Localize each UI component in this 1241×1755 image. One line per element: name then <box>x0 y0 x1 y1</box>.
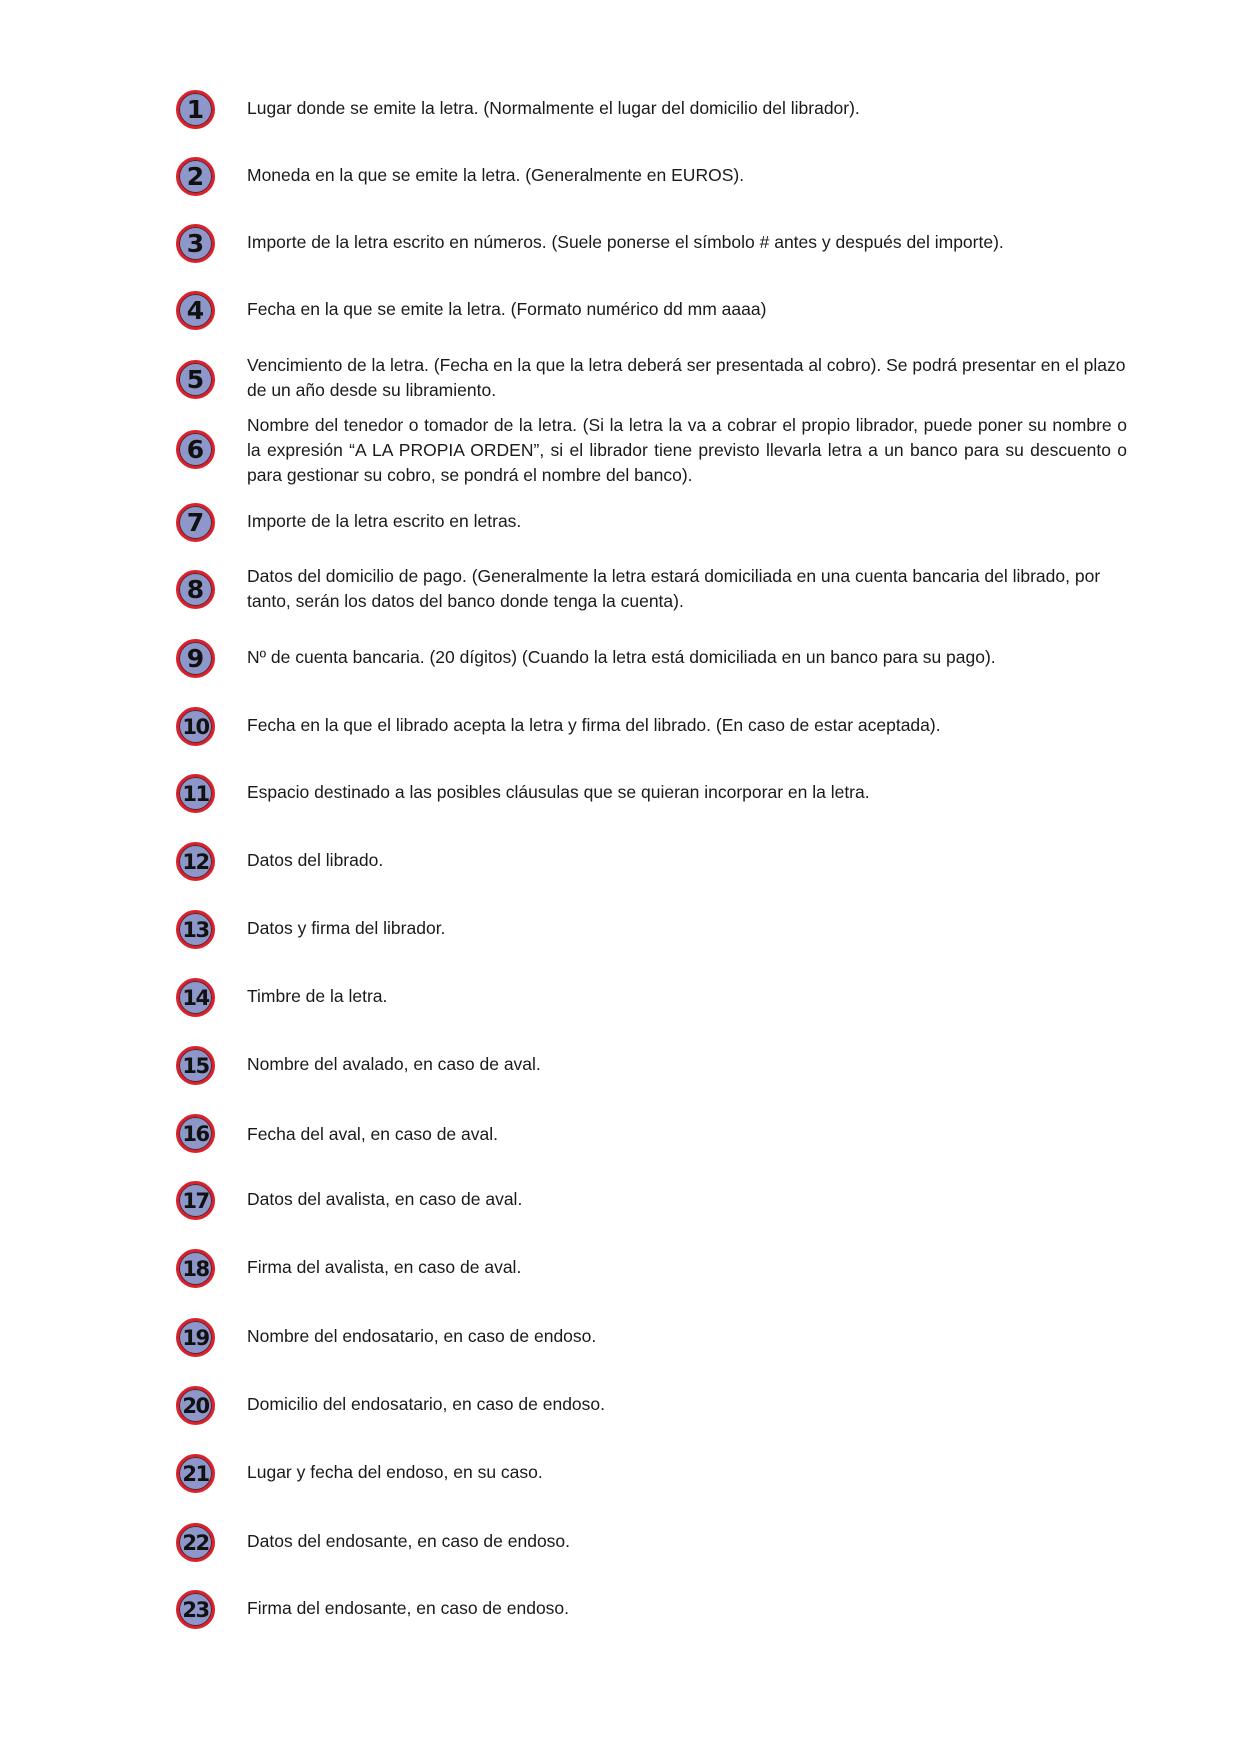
item-text: Espacio destinado a las posibles cláusulas que se quieran incorporar en la letra. <box>247 782 870 802</box>
item-text: Datos del domicilio de pago. (Generalmente la letra estará domiciliada en una cuenta bancaria del librado, por tanto, serán los datos del banco donde tenga la cuenta). <box>247 566 1101 611</box>
number-badge: 11 <box>176 774 215 813</box>
item-text: Moneda en la que se emite la letra. (Generalmente en EUROS). <box>247 165 745 185</box>
number-badge: 22 <box>176 1523 215 1562</box>
item-text: Datos del librado. <box>247 850 384 870</box>
number-badge: 5 <box>176 360 215 399</box>
number-badge: 2 <box>176 157 215 196</box>
number-badge: 16 <box>176 1114 215 1153</box>
item-text: Firma del endosante, en caso de endoso. <box>247 1598 570 1618</box>
item-text: Importe de la letra escrito en letras. <box>247 511 522 531</box>
item-text: Fecha en la que se emite la letra. (Formato numérico dd mm aaaa) <box>247 299 767 319</box>
number-badge: 21 <box>176 1454 215 1493</box>
item-text: Vencimiento de la letra. (Fecha en la que la letra deberá ser presentada al cobro). Se podrá presentar en el plazo de un año desde su libramiento. <box>247 355 1126 400</box>
number-badge: 17 <box>176 1181 215 1220</box>
item-text: Datos del endosante, en caso de endoso. <box>247 1531 571 1551</box>
number-badge: 15 <box>176 1046 215 1085</box>
item-text: Nombre del tenedor o tomador de la letra. (Si la letra la va a cobrar el propio librador, puede poner su nombre o la expresión “A LA PROPIA ORDEN”, si el librador tiene previsto llevarla letra a un banco para su descuento o para gestionar su cobro, se pondrá el nombre del banco). <box>247 415 1127 485</box>
number-badge: 8 <box>176 570 215 609</box>
item-text: Datos y firma del librador. <box>247 918 446 938</box>
number-badge: 19 <box>176 1318 215 1357</box>
item-text: Datos del avalista, en caso de aval. <box>247 1189 523 1209</box>
number-badge: 14 <box>176 978 215 1017</box>
item-text: Nº de cuenta bancaria. (20 dígitos) (Cuando la letra está domiciliada en un banco para su pago). <box>247 647 996 667</box>
item-text: Domicilio del endosatario, en caso de endoso. <box>247 1394 605 1414</box>
item-text: Lugar y fecha del endoso, en su caso. <box>247 1462 543 1482</box>
item-text: Firma del avalista, en caso de aval. <box>247 1257 522 1277</box>
item-text: Nombre del avalado, en caso de aval. <box>247 1054 541 1074</box>
item-text: Importe de la letra escrito en números. (Suele ponerse el símbolo # antes y después del importe). <box>247 232 1004 252</box>
item-text: Nombre del endosatario, en caso de endoso. <box>247 1326 597 1346</box>
number-badge: 9 <box>176 639 215 678</box>
item-text: Lugar donde se emite la letra. (Normalmente el lugar del domicilio del librador). <box>247 98 860 118</box>
number-badge: 13 <box>176 910 215 949</box>
number-badge: 10 <box>176 707 215 746</box>
number-badge: 20 <box>176 1386 215 1425</box>
item-text: Fecha del aval, en caso de aval. <box>247 1124 498 1144</box>
number-badge: 12 <box>176 842 215 881</box>
number-badge: 4 <box>176 291 215 330</box>
item-text: Fecha en la que el librado acepta la letra y firma del librado. (En caso de estar aceptada). <box>247 715 941 735</box>
number-badge: 1 <box>176 90 215 129</box>
number-badge: 18 <box>176 1249 215 1288</box>
number-badge: 23 <box>176 1590 215 1629</box>
item-text: Timbre de la letra. <box>247 986 388 1006</box>
number-badge: 6 <box>176 430 215 469</box>
number-badge: 7 <box>176 503 215 542</box>
number-badge: 3 <box>176 224 215 263</box>
